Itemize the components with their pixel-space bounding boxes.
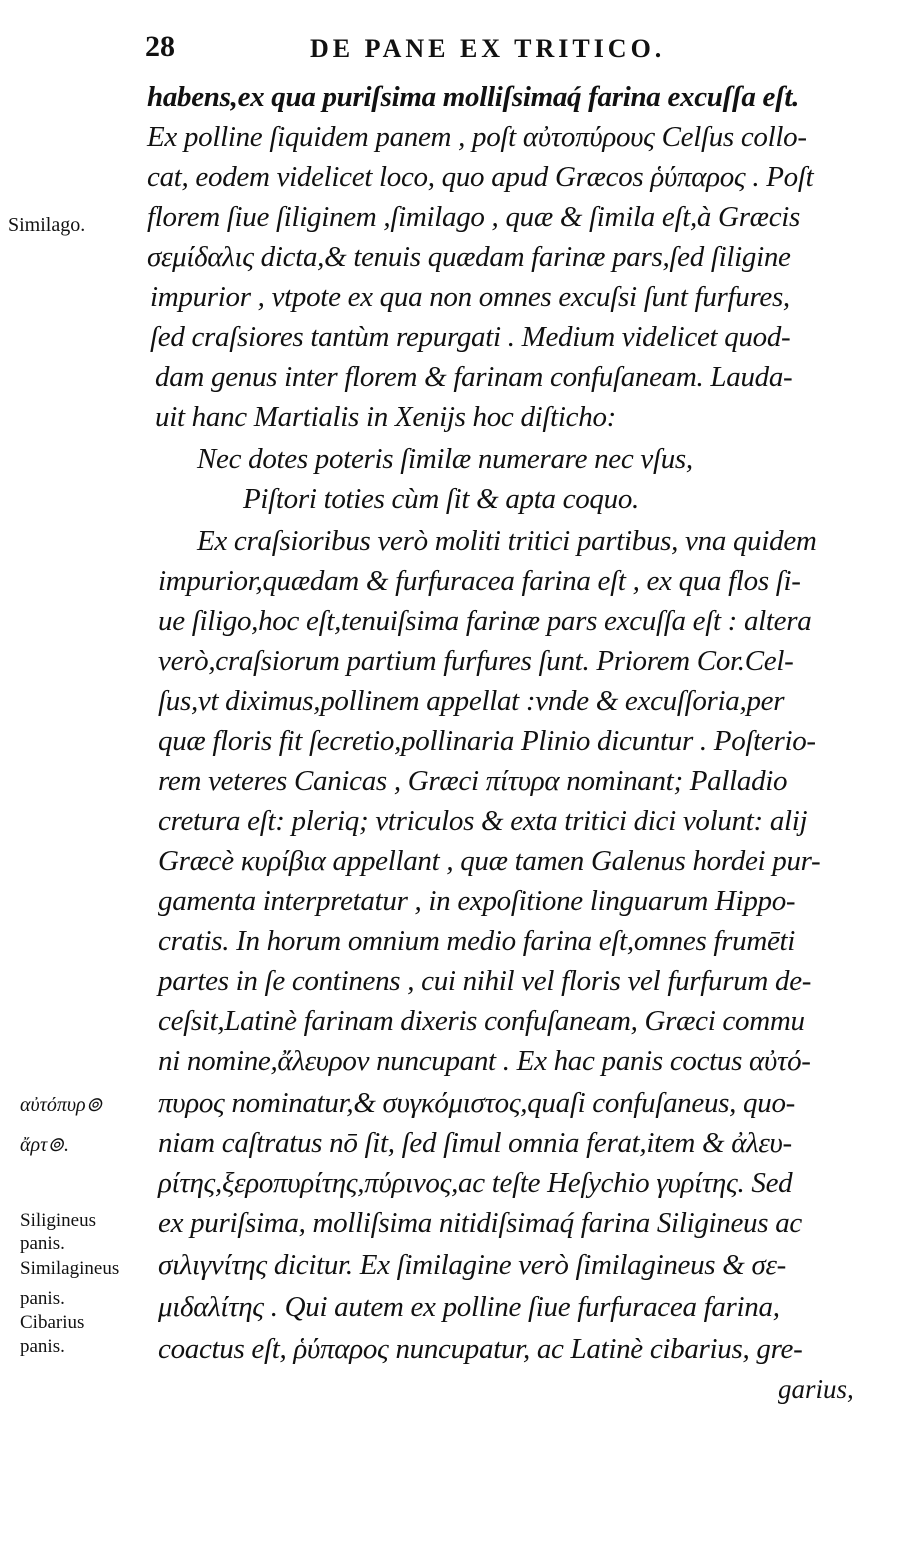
text-line: ex puriſsima, molliſsima nitidiſsimaq́ farina Siligineus ac: [158, 1207, 802, 1239]
text-line: uit hanc Martialis in Xenijs hoc diſticho:: [155, 401, 617, 433]
text-line: σιλιγνίτης dicitur. Ex ſimilagine verò ſimilagineus & σε-: [158, 1249, 786, 1281]
text-line: cratis. In horum omnium medio farina eſt,omnes frumēti: [158, 925, 796, 957]
catchword: garius,: [778, 1374, 854, 1404]
text-line: Ex polline ſiquidem panem , poſt αὐτοπύρους Celſus collo-: [147, 121, 807, 153]
text-line: πυρος nominatur,& συγκόμιστος,quaſi confuſaneus, quo-: [158, 1087, 795, 1119]
text-line: ceſsit,Latinè farinam dixeris confuſaneam, Græci commu: [158, 1005, 805, 1037]
text-line: impurior,quædam & furfuracea farina eſt , ex qua flos ſi-: [158, 565, 801, 597]
text-line: niam caſtratus nō ſit, ſed ſimul omnia ferat,item & ἀλευ-: [158, 1127, 792, 1159]
page-header: [145, 30, 865, 80]
running-title: DE PANE EX TRITICO.: [310, 34, 666, 63]
margin-note-autopyros: αὐτόπυρ⊚: [20, 1094, 103, 1116]
text-line: σεμίδαλις dicta,& tenuis quædam farinæ pars,ſed ſiligine: [147, 241, 791, 273]
text-line: ue ſiligo,hoc eſt,tenuiſsima farinæ pars excuſſa eſt : altera: [158, 605, 812, 637]
text-line: ni nomine,ἄλευρον nuncupant . Ex hac panis coctus αὐτό-: [158, 1045, 811, 1077]
verse-line: Piſtori toties cùm ſit & apta coquo.: [243, 483, 639, 515]
text-line: verò,craſsiorum partium furfures ſunt. Priorem Cor.Cel-: [158, 645, 794, 677]
text-line: Græcè κυρίβια appellant , quæ tamen Galenus hordei pur-: [158, 845, 821, 877]
margin-note-similago: Similago.: [8, 214, 86, 236]
text-line: rem veteres Canicas , Græci πίτυρα nominant; Palladio: [158, 765, 788, 797]
margin-note-similagineus-panis: panis.: [20, 1288, 65, 1309]
text-line: ſed craſsiores tantùm repurgati . Medium videlicet quod-: [150, 321, 791, 353]
text-line: cat, eodem videlicet loco, quo apud Græcos ῥύπαρος . Poſt: [147, 161, 814, 193]
text-line: ρίτης,ξεροπυρίτης,πύρινος,ac teſte Heſychio γυρίτης. Sed: [158, 1167, 793, 1199]
text-line: μιδαλίτης . Qui autem ex polline ſiue furfuracea farina,: [158, 1291, 780, 1323]
text-line: Ex craſsioribus verò moliti tritici partibus, vna quidem: [197, 525, 817, 557]
margin-note-similagineus: Similagineus: [20, 1258, 120, 1279]
text-line: coactus eſt, ῥύπαρος nuncupatur, ac Latinè cibarius, gre-: [158, 1333, 803, 1365]
text-line: quæ floris fit ſecretio,pollinaria Plinio dicuntur . Poſterio-: [158, 725, 816, 757]
margin-note-cibarius: Cibarius: [20, 1312, 85, 1333]
text-line: impurior , vtpote ex qua non omnes excuſsi ſunt furfures,: [150, 281, 790, 313]
text-line: partes in ſe continens , cui nihil vel floris vel furfurum de-: [158, 965, 812, 997]
margin-note-cibarius-panis: panis.: [20, 1336, 65, 1357]
page-number: 28: [145, 30, 175, 63]
margin-note-siligineus-panis: panis.: [20, 1233, 65, 1254]
text-line: habens,ex qua puriſsima molliſsimaq́ farina excuſſa eſt.: [147, 81, 800, 113]
text-line: cretura eſt: pleriq; vtriculos & exta tritici dici volunt: alij: [158, 805, 808, 837]
text-line: florem ſiue ſiliginem ,ſimilago , quæ & ſimila eſt,à Græcis: [147, 201, 801, 233]
text-line: dam genus inter florem & farinam confuſaneam. Lauda-: [155, 361, 793, 393]
text-line: ſus,vt diximus,pollinem appellat :vnde & excuſſoria,per: [158, 685, 785, 717]
margin-note-artos: ἄρτ⊚.: [20, 1134, 70, 1156]
text-line: gamenta interpretatur , in expoſitione linguarum Hippo-: [158, 885, 796, 917]
verse-line: Nec dotes poteris ſimilæ numerare nec vſus,: [197, 443, 693, 475]
margin-note-siligineus: Siligineus: [20, 1210, 97, 1231]
